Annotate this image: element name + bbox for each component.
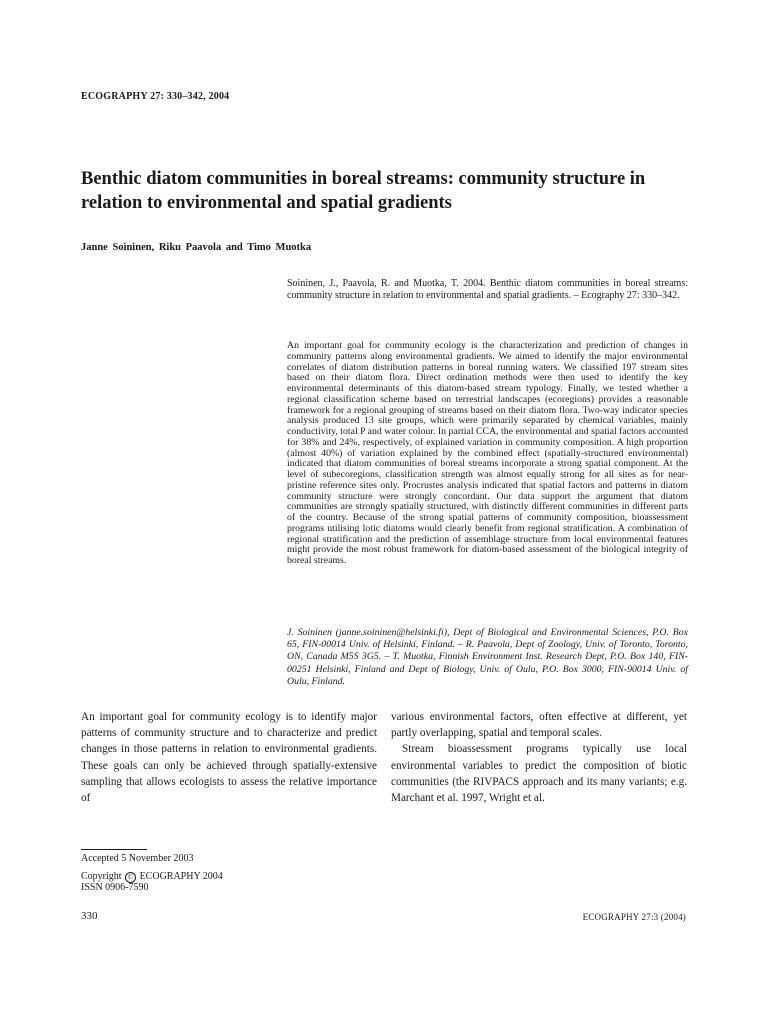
article-title: Benthic diatom communities in boreal streams: community structure in relation to environmental and spatial gradients <box>81 169 646 213</box>
copyright-symbol-icon: C <box>125 872 136 883</box>
author-affiliations: J. Soininen (janne.soininen@helsinki.fi), Dept of Biological and Environmental Sciences, P.O. Box 65, FIN-00014 Univ. of Helsinki, Finland. – R. Paavola, Dept of Zoology, Univ. of Toronto, Toronto, ON, Canada M5S 3G5. – T. Muotka, Finnish Environment Inst. Research Dept, P.O. Box 140, FIN-00251 Helsinki, Finland and Dept of Biology, Univ. of Oulu, P.O. Box 3000, FIN-90014 Univ. of Oulu, Finland. <box>287 627 688 687</box>
body-column-right <box>391 709 687 806</box>
intro-paragraph: An important goal for community ecology is to identify major patterns of community structure and to characterize and predict changes in those patterns in relation to environmental gradients. These goals can only be achieved through spatially-extensive sampling that allows ecologists to assess the relative importance of <box>81 711 377 805</box>
abstract: An important goal for community ecology is the characterization and prediction of changes in community patterns along environmental gradients. We aimed to identify the major environmental correlates of diatom distribution patterns in boreal running waters. We classified 197 stream sites based on their diatom flora. Direct ordination methods were then used to identify the key environmental determinants of this diatom-based stream typology. Finally, we tested whether a regional classification scheme based on terrestrial landscapes (ecoregions) provides a reasonable framework for a regional grouping of streams based on their diatom flora. Two-way indicator species analysis produced 13 site groups, which were primarily separated by chemical variables, mainly conductivity, total P and water colour. In partial CCA, the environmental and spatial factors accounted for 38% and 24%, respectively, of explained variation in community composition. A high proportion (almost 40%) of variation explained by the combined effect (spatially-structured environmental) indicated that diatom communities of boreal streams incorporate a strong spatial component. At the level of subecoregions, classification strength was almost equally strong for all sites as for near-pristine reference sites only. Procrustes analysis indicated that spatial factors and patterns in diatom community structure were strongly concordant. Our data support the argument that diatom communities are strongly spatially structured, with distinctly different communities in different parts of the country. Because of the strong spatial patterns of community composition, bioassessment programs utilising lotic diatoms would clearly benefit from regional stratification. A combination of regional stratification and the prediction of assemblage structure from local environmental features might provide the most robust framework for diatom-based assessment of the biological integrity of boreal streams. <box>287 340 688 566</box>
author-list: Janne Soininen, Riku Paavola and Timo Muotka <box>81 242 312 253</box>
issn: ISSN 0906-7590 <box>81 882 149 893</box>
journal-reference: ECOGRAPHY 27: 330–342, 2004 <box>81 91 230 102</box>
accepted-date: Accepted 5 November 2003 <box>81 853 194 864</box>
intro-paragraph-continued: various environmental factors, often effective at different, yet partly overlapping, spatial and temporal scales. <box>391 711 687 740</box>
page-number: 330 <box>81 910 98 922</box>
body-column-left <box>81 709 377 806</box>
copyright-holder: ECOGRAPHY 2004 <box>139 871 223 882</box>
copyright-prefix: Copyright <box>81 871 122 882</box>
bioassessment-paragraph: Stream bioassessment programs typically use local environmental variables to predict the composition of biotic communities (the RIVPACS approach and its many variants; e.g. Marchant et al. 1997, Wright et al. <box>391 743 687 805</box>
citation: Soininen, J., Paavola, R. and Muotka, T. 2004. Benthic diatom communities in boreal streams: community structure in relation to environmental and spatial gradients. – Ecography 27: 330–342. <box>287 278 688 301</box>
footnote-divider <box>81 849 147 850</box>
running-footer: ECOGRAPHY 27:3 (2004) <box>582 912 686 922</box>
